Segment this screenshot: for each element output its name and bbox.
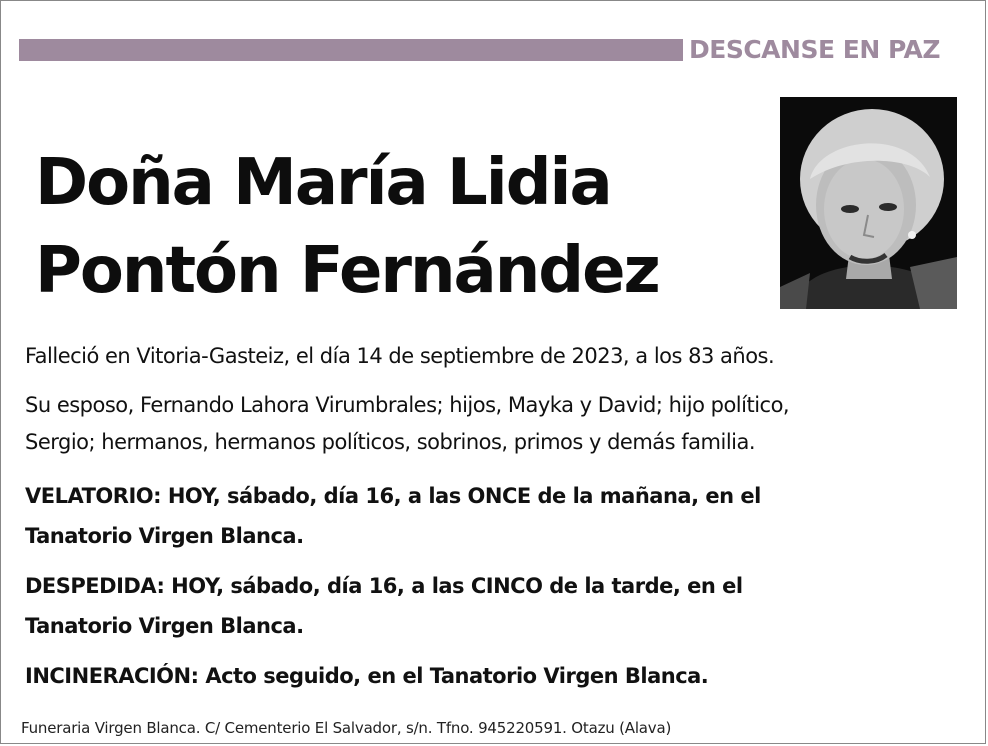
despedida-line-1: DESPEDIDA: HOY, sábado, día 16, a las CINCO de la tarde, en el — [25, 574, 743, 598]
header-bar — [19, 39, 683, 61]
header-label: DESCANSE EN PAZ — [689, 35, 940, 64]
family-line-1: Su esposo, Fernando Lahora Virumbrales; hijos, Mayka y David; hijo político, — [25, 393, 790, 417]
velatorio-line-1: VELATORIO: HOY, sábado, día 16, a las ONCE de la mañana, en el — [25, 484, 761, 508]
deceased-name — [35, 139, 755, 315]
portrait-image — [780, 97, 957, 309]
funeral-home-footer: Funeraria Virgen Blanca. C/ Cementerio El Salvador, s/n. Tfno. 945220591. Otazu (Alava) — [21, 719, 672, 737]
name-line-1: Doña María Lidia — [35, 146, 611, 220]
velatorio-text — [25, 476, 975, 556]
despedida-line-2: Tanatorio Virgen Blanca. — [25, 614, 304, 638]
velatorio-line-2: Tanatorio Virgen Blanca. — [25, 524, 304, 548]
despedida-text — [25, 566, 975, 646]
name-line-2: Pontón Fernández — [35, 234, 659, 308]
family-text — [25, 387, 975, 461]
death-notice: Falleció en Vitoria-Gasteiz, el día 14 de septiembre de 2023, a los 83 años. — [25, 344, 775, 368]
incineracion-text: INCINERACIÓN: Acto seguido, en el Tanatorio Virgen Blanca. — [25, 664, 709, 688]
portrait-photo — [780, 97, 957, 309]
family-line-2: Sergio; hermanos, hermanos políticos, sobrinos, primos y demás familia. — [25, 430, 756, 454]
